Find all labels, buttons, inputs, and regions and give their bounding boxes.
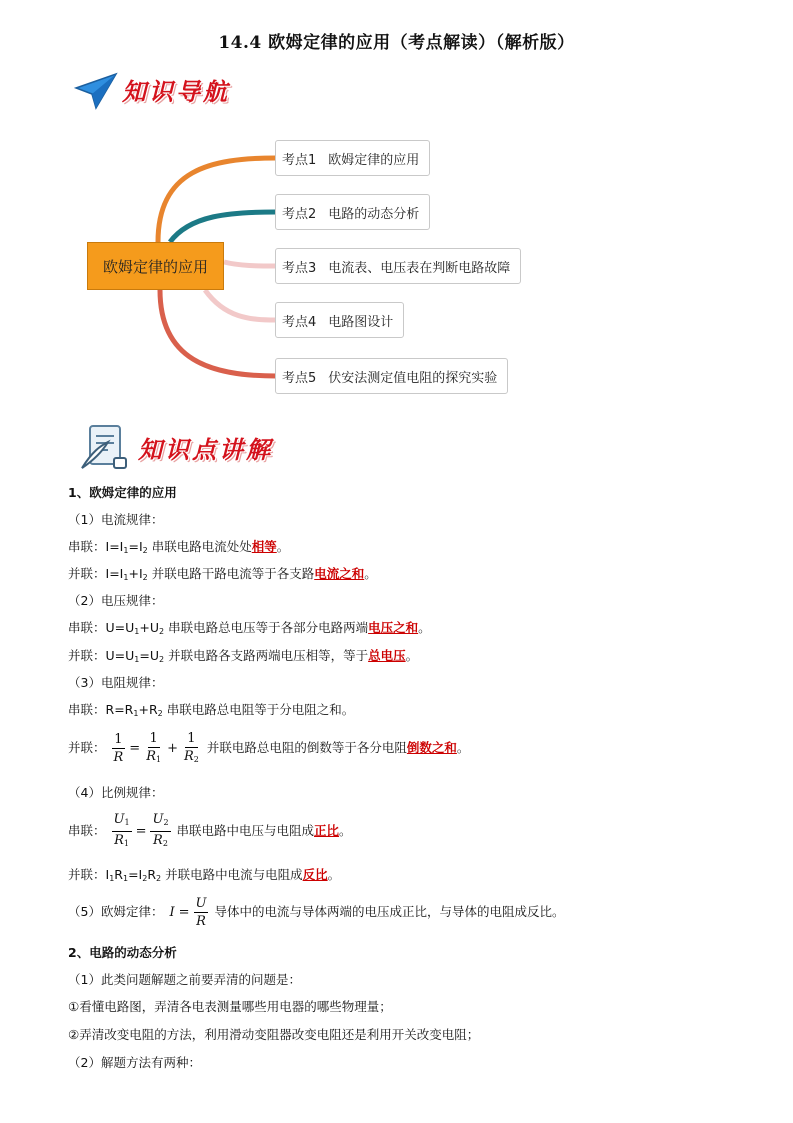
section-banner-knowledge: 知识点讲解 <box>138 435 273 464</box>
mindmap-node-5 <box>275 358 508 394</box>
line-label: 并联： <box>68 648 106 663</box>
formula-line <box>68 619 431 641</box>
numerator: 1 <box>187 730 196 746</box>
formula-part: I <box>105 867 110 882</box>
mindmap-node-4 <box>275 302 404 338</box>
paragraph: （4）比例规律： <box>68 785 164 800</box>
line-text: 串联电路总电阻等于分电阻之和。 <box>162 702 355 717</box>
var: R <box>184 748 194 764</box>
subscript: 1 <box>123 546 129 555</box>
var: R <box>153 833 163 848</box>
subscript: 2 <box>163 818 169 827</box>
line-end: 。 <box>405 648 419 663</box>
var: I <box>169 904 175 920</box>
denominator <box>144 748 163 767</box>
node-text: 欧姆定律的应用 <box>328 152 420 168</box>
paragraph: ②弄清改变电阻的方法，利用滑动变阻器改变电阻还是利用开关改变电阻； <box>68 1027 480 1042</box>
formula-part: +U <box>139 620 160 635</box>
numerator: 1 <box>114 732 123 747</box>
formula-line <box>68 893 564 932</box>
mindmap-center-node: 欧姆定律的应用 <box>87 242 224 290</box>
line-text: 导体中的电流与导体两端的电压成正比，与导体的电阻成反比。 <box>210 904 565 919</box>
formula-part: I=I <box>105 566 124 581</box>
subscript: 2 <box>157 709 163 718</box>
var: U <box>152 812 164 827</box>
numerator: 1 <box>149 730 158 746</box>
formula-line <box>68 866 340 888</box>
subscript: 2 <box>142 573 148 582</box>
subscript: 2 <box>159 627 165 636</box>
subscript: 2 <box>142 546 148 555</box>
var: R <box>146 748 156 764</box>
plus-sign: + <box>167 740 178 756</box>
node-text: 伏安法测定值电阻的探究实验 <box>328 370 498 386</box>
line-end: 。 <box>276 539 290 554</box>
subscript: 1 <box>123 839 129 848</box>
paragraph: （3）电阻规律： <box>68 675 164 690</box>
line-text: 串联电路总电压等于各部分电路两端 <box>164 620 369 635</box>
var: R <box>114 833 124 848</box>
highlight-term: 总电压 <box>368 648 406 663</box>
page-title: 14.4 欧姆定律的应用（考点解读）（解析版） <box>218 33 575 53</box>
fraction <box>112 732 126 765</box>
formula-line <box>68 538 289 560</box>
branch-2 <box>170 212 276 242</box>
paragraph: （2）解题方法有两种： <box>68 1055 201 1070</box>
subscript: 1 <box>124 818 130 827</box>
line-end: 。 <box>456 740 470 755</box>
highlight-term: 电流之和 <box>314 566 365 581</box>
formula-part: I=I <box>105 539 124 554</box>
formula-part: +R <box>138 702 158 717</box>
denominator <box>151 832 170 851</box>
line-text: 并联电路中电流与电阻成 <box>161 867 303 882</box>
paragraph: （2）电压规律： <box>68 593 164 608</box>
subscript: 1 <box>156 754 162 764</box>
highlight-term: 正比 <box>314 823 340 838</box>
scroll-quill-icon <box>78 422 132 472</box>
line-text: 串联电路中电压与电阻成 <box>172 823 315 838</box>
line-label: （5）欧姆定律： <box>68 904 164 919</box>
equals-sign: = <box>178 904 190 920</box>
mindmap-node-1 <box>275 140 430 176</box>
node-key: 考点2 <box>282 206 317 222</box>
node-key: 考点5 <box>282 370 317 386</box>
node-text: 电路图设计 <box>328 314 394 330</box>
fraction <box>150 812 170 851</box>
denominator: R <box>196 914 206 929</box>
line-label: 串联： <box>68 823 106 838</box>
numerator: U <box>195 896 207 911</box>
numerator <box>150 812 170 832</box>
line-end: 。 <box>339 823 352 838</box>
node-key: 考点3 <box>282 260 317 276</box>
formula-part: R <box>114 867 123 882</box>
branch-1 <box>158 158 276 242</box>
formula-line <box>68 565 377 587</box>
formula-line <box>68 701 354 723</box>
highlight-term: 反比 <box>302 867 328 882</box>
highlight-term: 电压之和 <box>368 620 419 635</box>
fraction <box>194 896 209 929</box>
denominator <box>182 748 201 767</box>
subscript: 1 <box>123 573 129 582</box>
paragraph: （1）此类问题解题之前要弄清的问题是： <box>68 972 301 987</box>
line-label: 串联： <box>68 620 106 635</box>
subscript: 1 <box>122 874 129 883</box>
denominator <box>112 832 131 851</box>
line-text: 串联电路电流处处 <box>147 539 252 554</box>
subscript: 2 <box>162 839 168 848</box>
highlight-term: 倒数之和 <box>406 740 457 755</box>
formula-part: +I <box>128 566 143 581</box>
line-end: 。 <box>418 620 431 635</box>
line-end: 。 <box>364 566 377 581</box>
formula-line <box>68 729 469 768</box>
formula-part: U=U <box>105 648 135 663</box>
branch-3 <box>224 262 276 266</box>
line-text: 并联电路各支路两端电压相等，等于 <box>164 648 369 663</box>
highlight-term: 相等 <box>251 539 277 554</box>
node-text: 电流表、电压表在判断电路故障 <box>328 260 511 276</box>
subscript: 1 <box>133 709 139 718</box>
var: U <box>113 812 125 827</box>
line-end: 。 <box>327 867 341 882</box>
node-key: 考点1 <box>282 152 317 168</box>
formula-part: =I <box>128 539 143 554</box>
section-2-heading: 2、电路的动态分析 <box>68 945 177 960</box>
formula-line <box>68 812 352 851</box>
branch-4 <box>205 290 276 320</box>
equals-sign: = <box>135 823 147 839</box>
subscript: 2 <box>142 874 148 883</box>
subscript: 2 <box>159 655 165 664</box>
numerator <box>112 812 132 832</box>
node-text: 电路的动态分析 <box>328 206 420 222</box>
subscript: 1 <box>134 655 140 664</box>
fraction <box>182 731 201 767</box>
formula-part: =U <box>139 648 160 663</box>
subscript: 2 <box>193 754 199 764</box>
line-label: 并联： <box>68 867 106 882</box>
subscript: 2 <box>156 874 162 883</box>
paragraph: ①看懂电路图，弄清各电表测量哪些用电器的哪些物理量； <box>68 999 392 1014</box>
line-label: 串联： <box>68 539 106 554</box>
formula-part: R <box>147 867 157 882</box>
section-banner-navigation: 知识导航 <box>122 77 230 106</box>
fraction <box>144 731 163 767</box>
mindmap-node-2 <box>275 194 430 230</box>
paragraph: （1）电流规律： <box>68 512 164 527</box>
line-text: 并联电路干路电流等于各支路 <box>147 566 315 581</box>
formula-part: =I <box>128 867 143 882</box>
denominator: R <box>113 750 124 765</box>
line-label: 串联： <box>68 702 106 717</box>
line-label: 并联： <box>68 740 106 755</box>
formula-part: R=R <box>105 702 134 717</box>
formula-line <box>68 647 418 669</box>
equals-sign: = <box>129 740 141 756</box>
mindmap-node-3 <box>275 248 521 284</box>
node-key: 考点4 <box>282 314 317 330</box>
section-1-heading: 1、欧姆定律的应用 <box>68 485 177 500</box>
formula-part: U=U <box>105 620 135 635</box>
line-label: 并联： <box>68 566 106 581</box>
subscript: 1 <box>134 627 140 636</box>
subscript: 1 <box>109 874 115 883</box>
fraction <box>112 812 132 851</box>
line-text: 并联电路总电阻的倒数等于各分电阻 <box>202 740 407 755</box>
